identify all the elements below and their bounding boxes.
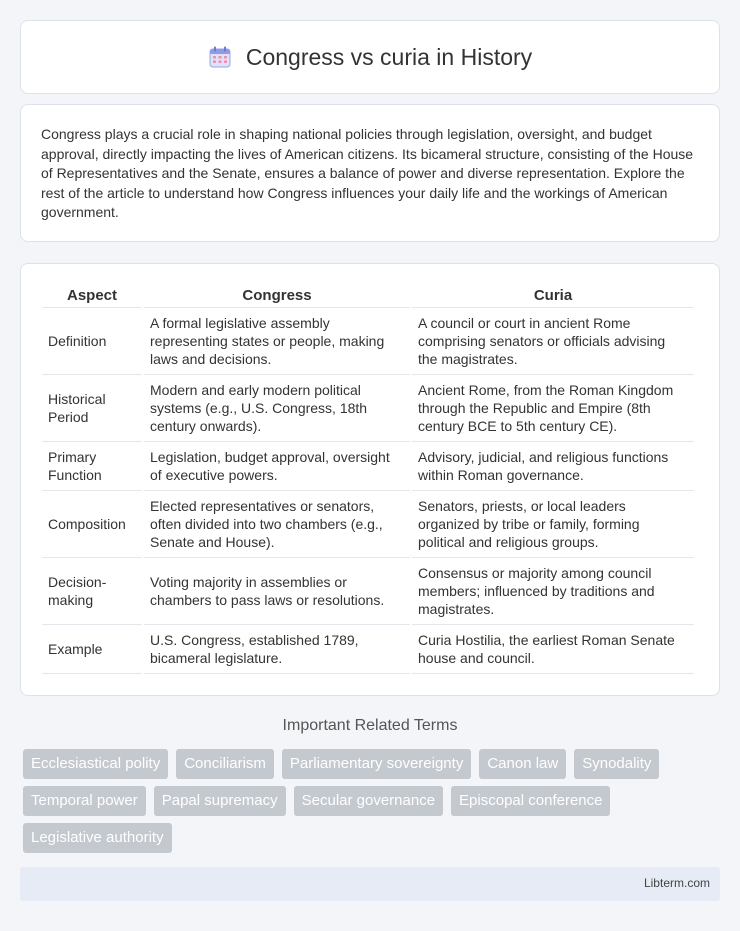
footer xyxy=(20,867,720,901)
header-congress: Congress xyxy=(144,286,410,308)
comparison-table-card xyxy=(20,263,720,696)
congress-cell: Modern and early modern political systems (e.g., U.S. Congress, 18th century onwards). xyxy=(144,375,410,442)
related-term-tag[interactable]: Episcopal conference xyxy=(451,786,610,816)
aspect-cell: Primary Function xyxy=(42,442,142,491)
related-term-tag[interactable]: Ecclesiastical polity xyxy=(23,749,168,779)
curia-cell: Consensus or majority among council members; influenced by traditions and magistrates. xyxy=(412,558,694,625)
page-title: Congress vs curia in History xyxy=(245,43,533,70)
footer-site-link[interactable]: Libterm.com xyxy=(643,876,710,890)
table-row xyxy=(42,375,694,442)
table-row xyxy=(42,558,694,625)
related-term-tag[interactable]: Secular governance xyxy=(294,786,443,816)
table-row xyxy=(42,491,694,558)
table-row xyxy=(42,308,694,375)
intro-text: Congress plays a crucial role in shaping national policies through legislation, oversight, and budget approval, directly impacting the lives of American citizens. Its bicameral structure, consisting of the House of Representatives and the Senate, ensures a balance of power and diverse representation. Explore the rest of the article to understand how Congress influences your daily life and the workings of American government. xyxy=(41,126,694,220)
header-aspect: Aspect xyxy=(42,286,142,308)
title-card xyxy=(20,20,720,94)
related-term-tag[interactable]: Temporal power xyxy=(23,786,146,816)
header-curia: Curia xyxy=(412,286,694,308)
related-terms-list xyxy=(23,749,713,853)
aspect-cell: Decision-making xyxy=(42,558,142,625)
congress-cell: Elected representatives or senators, often divided into two chambers (e.g., Senate and House). xyxy=(144,491,410,558)
related-term-tag[interactable]: Parliamentary sovereignty xyxy=(282,749,471,779)
comparison-table xyxy=(40,286,696,674)
related-terms-heading: Important Related Terms xyxy=(282,717,458,734)
related-term-tag[interactable]: Conciliarism xyxy=(176,749,274,779)
congress-cell: Legislation, budget approval, oversight of executive powers. xyxy=(144,442,410,491)
curia-cell: Senators, priests, or local leaders organized by tribe or family, forming political and religious groups. xyxy=(412,491,694,558)
calendar-icon xyxy=(208,45,232,69)
curia-cell: A council or court in ancient Rome comprising senators or officials advising the magistrates. xyxy=(412,308,694,375)
congress-cell: U.S. Congress, established 1789, bicameral legislature. xyxy=(144,625,410,674)
related-term-tag[interactable]: Papal supremacy xyxy=(154,786,286,816)
aspect-cell: Definition xyxy=(42,308,142,375)
related-term-tag[interactable]: Synodality xyxy=(574,749,659,779)
congress-cell: A formal legislative assembly representing states or people, making laws and decisions. xyxy=(144,308,410,375)
intro-card xyxy=(20,104,720,242)
related-term-tag[interactable]: Canon law xyxy=(479,749,566,779)
curia-cell: Advisory, judicial, and religious functions within Roman governance. xyxy=(412,442,694,491)
congress-cell: Voting majority in assemblies or chambers to pass laws or resolutions. xyxy=(144,558,410,625)
table-row xyxy=(42,442,694,491)
aspect-cell: Composition xyxy=(42,491,142,558)
table-row xyxy=(42,625,694,674)
related-term-tag[interactable]: Legislative authority xyxy=(23,823,172,853)
aspect-cell: Example xyxy=(42,625,142,674)
curia-cell: Curia Hostilia, the earliest Roman Senate house and council. xyxy=(412,625,694,674)
table-header-row xyxy=(42,286,694,308)
curia-cell: Ancient Rome, from the Roman Kingdom through the Republic and Empire (8th century BCE to 5th century CE). xyxy=(412,375,694,442)
aspect-cell: Historical Period xyxy=(42,375,142,442)
